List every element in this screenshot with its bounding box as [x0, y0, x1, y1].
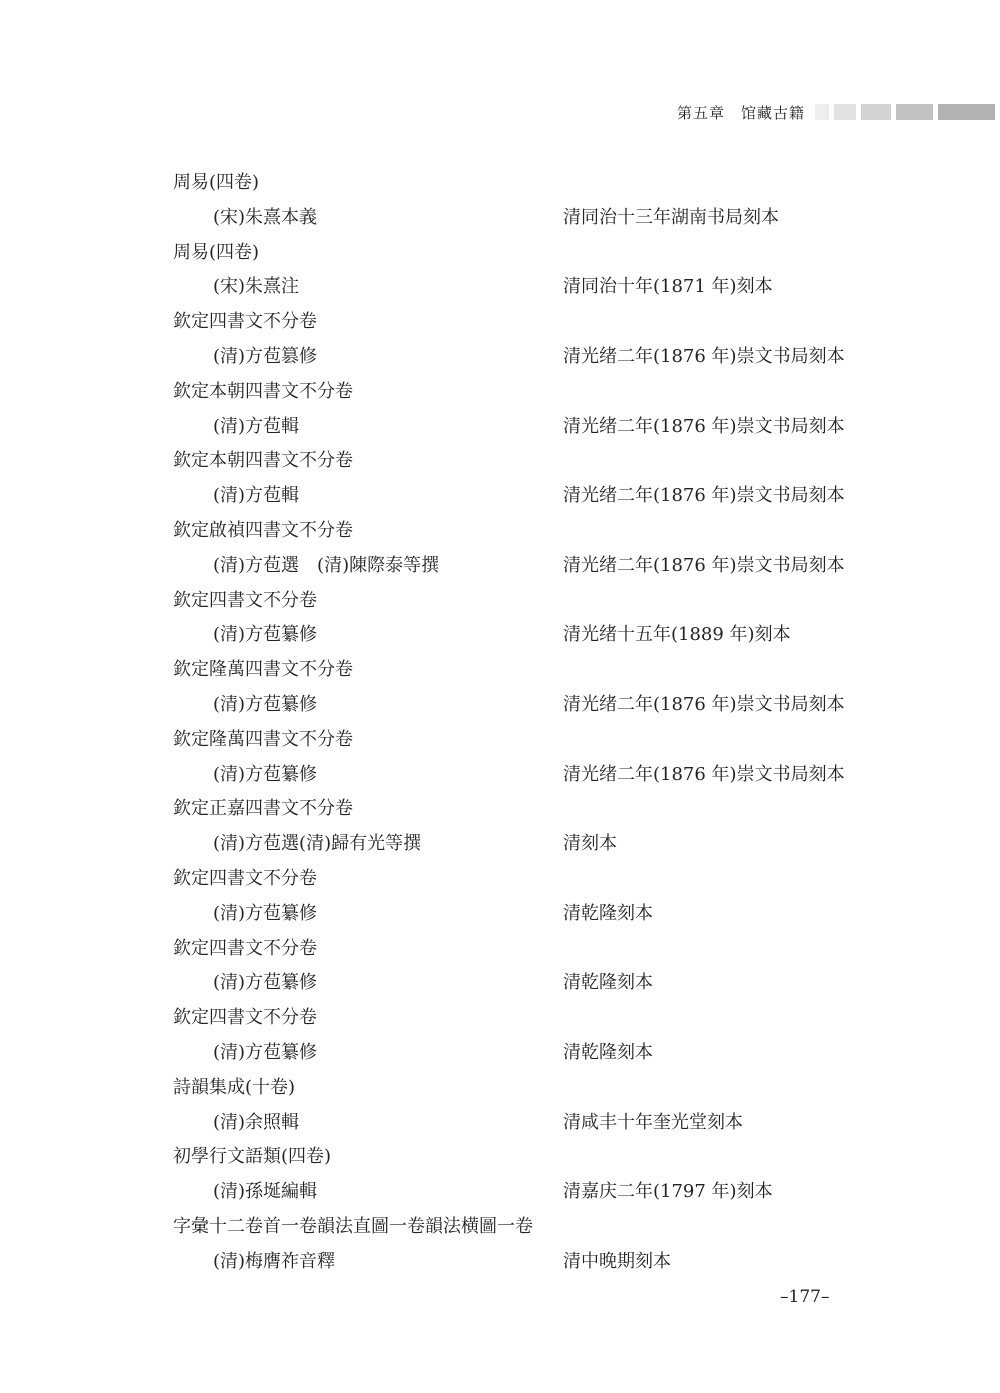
entry-edition: 清光绪二年(1876 年)崇文书局刻本 — [563, 693, 845, 715]
entry-detail-row — [173, 970, 893, 1005]
entry-author: (清)方苞纂修 — [213, 1041, 318, 1063]
entry-author: (清)方苞選 (清)陳際泰等撰 — [213, 554, 440, 576]
entry-detail-row — [173, 831, 893, 866]
entry-author: (宋)朱熹本義 — [213, 206, 318, 228]
header-bar — [861, 104, 891, 120]
entry-title: 欽定四書文不分卷 — [173, 937, 317, 959]
entry-edition: 清乾隆刻本 — [563, 1041, 653, 1063]
entry-edition: 清光绪十五年(1889 年)刻本 — [563, 624, 791, 646]
entry-detail-row — [173, 762, 893, 797]
entry-title: 周易(四卷) — [173, 172, 260, 193]
header-bar — [815, 104, 829, 120]
entry-title: 欽定四書文不分卷 — [173, 1007, 317, 1029]
entry-author: (清)方苞選(清)歸有光等撰 — [213, 833, 422, 855]
entry-edition: 清光绪二年(1876 年)崇文书局刻本 — [563, 554, 845, 576]
entry-author: (清)方苞輯 — [213, 415, 300, 437]
entry-detail-row — [173, 483, 893, 518]
header-bar — [938, 104, 995, 120]
entry-title: 欽定隆萬四書文不分卷 — [173, 728, 353, 750]
entry-detail-row — [173, 901, 893, 936]
entry-detail-row — [173, 553, 893, 588]
entry-edition: 清光绪二年(1876 年)崇文书局刻本 — [563, 345, 845, 367]
entry-edition: 清乾隆刻本 — [563, 902, 653, 924]
header-bar — [896, 104, 933, 120]
entry-author: (清)方苞纂修 — [213, 693, 318, 715]
entry-detail-row — [173, 414, 893, 449]
entry-edition: 清光绪二年(1876 年)崇文书局刻本 — [563, 485, 845, 507]
entry-author: (清)方苞纂修 — [213, 902, 318, 924]
entry-edition: 清光绪二年(1876 年)崇文书局刻本 — [563, 415, 845, 437]
entry-author: (宋)朱熹注 — [213, 276, 300, 298]
entry-author: (清)方苞纂修 — [213, 624, 318, 646]
entry-detail-row — [173, 274, 893, 309]
entry-detail-row — [173, 344, 893, 379]
entry-edition: 清中晚期刻本 — [563, 1250, 671, 1272]
chapter-title: 第五章 馆藏古籍 — [676, 104, 805, 122]
entry-title: 周易(四卷) — [173, 241, 260, 263]
entry-detail-row — [173, 1110, 893, 1145]
entry-edition: 清嘉庆二年(1797 年)刻本 — [563, 1181, 773, 1203]
entry-author: (清)方苞纂修 — [213, 972, 318, 994]
entry-author: (清)余照輯 — [213, 1111, 300, 1133]
entry-author: (清)方苞纂修 — [213, 763, 318, 785]
entry-title: 欽定四書文不分卷 — [173, 867, 317, 889]
entry-edition: 清同治十三年湖南书局刻本 — [563, 206, 779, 228]
entry-edition: 清咸丰十年奎光堂刻本 — [563, 1111, 743, 1133]
entry-detail-row — [173, 622, 893, 657]
entry-title: 欽定本朝四書文不分卷 — [173, 380, 353, 402]
running-header — [0, 98, 1000, 128]
entry-author: (清)方苞篡修 — [213, 345, 318, 367]
entry-title: 欽定四書文不分卷 — [173, 311, 317, 333]
header-bar — [834, 104, 856, 120]
entry-detail-row — [173, 1040, 893, 1075]
entry-title: 欽定隆萬四書文不分卷 — [173, 659, 353, 681]
entry-edition: 清光绪二年(1876 年)崇文书局刻本 — [563, 763, 845, 785]
catalog-list — [173, 170, 893, 1284]
entry-edition: 清刻本 — [563, 833, 617, 855]
entry-title: 詩韻集成(十卷) — [173, 1076, 296, 1098]
entry-detail-row — [173, 1179, 893, 1214]
entry-author: (清)方苞輯 — [213, 485, 300, 507]
entry-title: 欽定四書文不分卷 — [173, 589, 317, 611]
entry-edition: 清乾隆刻本 — [563, 972, 653, 994]
entry-title: 欽定啟禎四書文不分卷 — [173, 519, 353, 541]
entry-detail-row — [173, 205, 893, 240]
page-number: –177– — [780, 1287, 830, 1307]
entry-author: (清)梅膺祚音釋 — [213, 1250, 336, 1272]
entry-title: 欽定本朝四書文不分卷 — [173, 450, 353, 472]
entry-detail-row — [173, 1249, 893, 1284]
entry-detail-row — [173, 692, 893, 727]
entry-title: 初學行文語類(四卷) — [173, 1146, 332, 1168]
entry-title: 欽定正嘉四書文不分卷 — [173, 798, 353, 820]
entry-title: 字彙十二卷首一卷韻法直圖一卷韻法横圖一卷 — [173, 1215, 533, 1237]
entry-edition: 清同治十年(1871 年)刻本 — [563, 276, 773, 298]
entry-author: (清)孫埏編輯 — [213, 1181, 318, 1203]
